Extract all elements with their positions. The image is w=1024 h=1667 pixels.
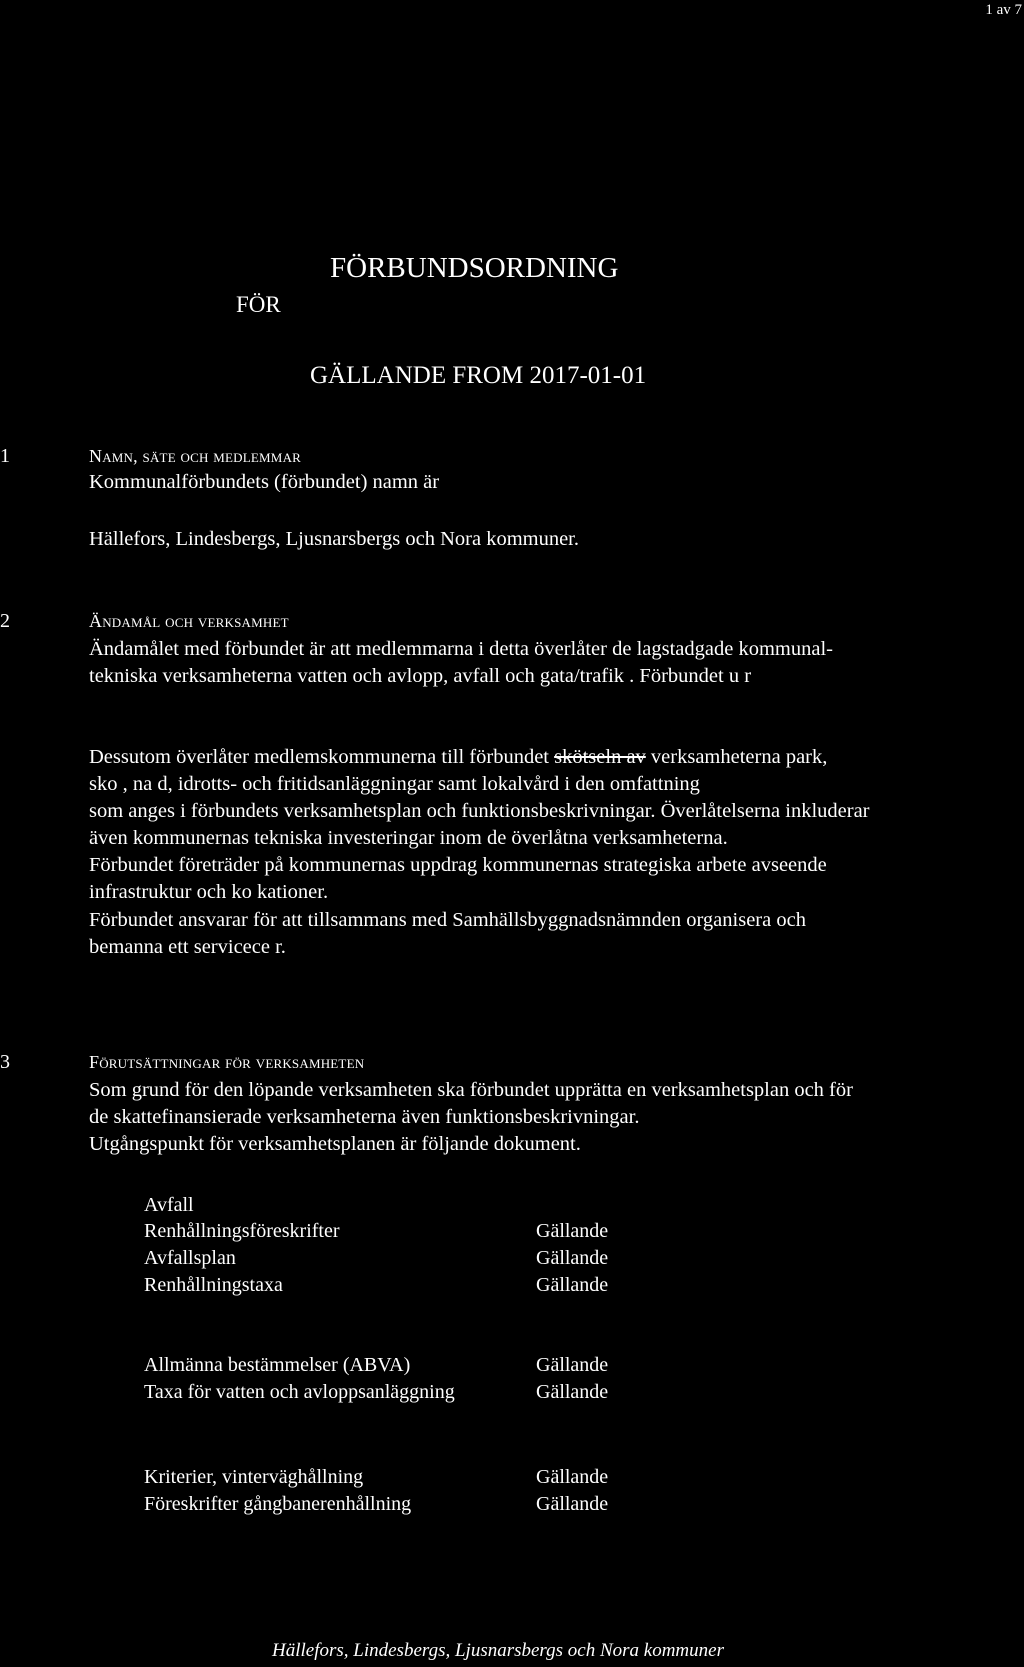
section-2-heading: Ändamål och verksamhet xyxy=(89,611,289,631)
document-name: Avfallsplan xyxy=(144,1247,236,1269)
section-2-para-2-line-6: infrastruktur och ko kationer. xyxy=(89,881,329,903)
document-status: Gällande xyxy=(536,1220,609,1242)
section-2-number: 2 xyxy=(0,610,10,632)
document-name: Taxa för vatten och avloppsanläggning xyxy=(144,1381,455,1403)
document-status: Gällande xyxy=(536,1274,609,1296)
section-2-para-2-line-5: Förbundet företräder på kommunernas uppdrag kommunernas strategiska arbete avseende xyxy=(89,854,827,876)
document-title: FÖRBUNDSORDNING xyxy=(330,252,619,284)
section-2-para-2-post: verksamheterna park, xyxy=(645,746,828,768)
section-1-line-1: Kommunalförbundets (förbundet) namn är xyxy=(89,471,440,493)
section-3-heading: Förutsättningar för verksamheten xyxy=(89,1052,365,1072)
section-2-para-2-pre: Dessutom överlåter medlemskommunerna till förbundet xyxy=(89,746,555,768)
section-2-line-2: tekniska verksamheterna vatten och avlopp, avfall och gata/trafik . Förbundet u r xyxy=(89,665,752,687)
section-2-para-2-line-4: även kommunernas tekniska investeringar inom de överlåtna verksamheterna. xyxy=(89,827,728,849)
section-1-heading: Namn, säte och medlemmar xyxy=(89,446,302,466)
section-3-line-1: Som grund för den löpande verksamheten ska förbundet upprätta en verksamhetsplan och för xyxy=(89,1079,853,1101)
section-3-line-2: de skattefinansierade verksamheterna även funktionsbeskrivningar. xyxy=(89,1106,640,1128)
document-name: Renhållningsföreskrifter xyxy=(144,1220,340,1242)
document-status: Gällande xyxy=(536,1354,609,1376)
section-3-number: 3 xyxy=(0,1051,10,1073)
section-2-para-2-line-3: som anges i förbundets verksamhetsplan och funktionsbeskrivningar. Överlåtelserna inkluderar xyxy=(89,800,870,822)
documents-group-1-heading: Avfall xyxy=(144,1194,194,1216)
section-2-line-1: Ändamålet med förbundet är att medlemmarna i detta överlåter de lagstadgade kommunal- xyxy=(89,638,833,660)
document-name: Föreskrifter gångbanerenhållning xyxy=(144,1493,412,1515)
document-status: Gällande xyxy=(536,1466,609,1488)
document-status: Gällande xyxy=(536,1247,609,1269)
document-status: Gällande xyxy=(536,1381,609,1403)
section-2-para-2-line-7: Förbundet ansvarar för att tillsammans med Samhällsbyggnadsnämnden organisera och xyxy=(89,909,806,931)
section-2-para-2-line-1 xyxy=(89,744,827,771)
document-name: Kriterier, vinterväghållning xyxy=(144,1466,364,1488)
document-status: Gällande xyxy=(536,1493,609,1515)
section-1-line-2: Hällefors, Lindesbergs, Ljusnarsbergs och Nora kommuner. xyxy=(89,528,579,550)
document-for-label: FÖR xyxy=(236,292,281,317)
section-1-number: 1 xyxy=(0,445,10,467)
section-2-para-2-line-2: sko , na d, idrotts- och fritidsanläggningar samt lokalvård i den omfattning xyxy=(89,773,700,795)
page-footer: Hällefors, Lindesbergs, Ljusnarsbergs och Nora kommuner xyxy=(272,1640,724,1661)
section-2-struck-text: skötseln av xyxy=(554,746,646,768)
document-name: Allmänna bestämmelser (ABVA) xyxy=(144,1354,411,1376)
section-3-line-3: Utgångspunkt för verksamhetsplanen är följande dokument. xyxy=(89,1133,581,1155)
page-number: 1 av 7 xyxy=(985,2,1022,18)
document-name: Renhållningstaxa xyxy=(144,1274,283,1296)
section-2-para-2-line-8: bemanna ett servicece r. xyxy=(89,936,286,958)
valid-from-date: GÄLLANDE FROM 2017-01-01 xyxy=(310,362,647,389)
